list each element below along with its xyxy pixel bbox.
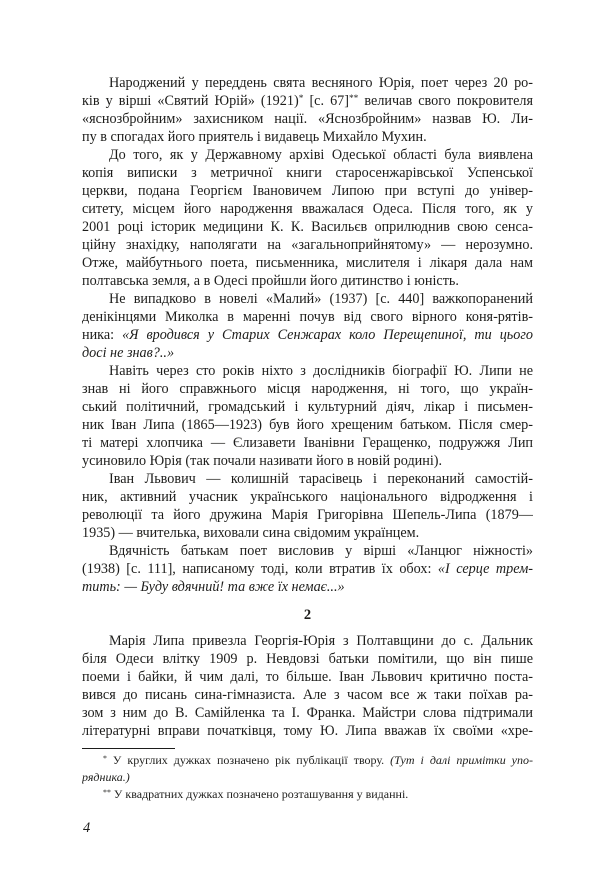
- text-run: Іван Львович — колишній тарасівець і переконаний самостій-: [109, 471, 533, 487]
- text-run: Не випадково в новелі «Малий» (1937) [с. 440] важкопоранений: [109, 291, 533, 307]
- main-text-block: [82, 74, 533, 596]
- text-run: ті матері хлопчика — Єлизавети Іванівни Геращенко, подружжя Лип: [82, 435, 533, 451]
- text-line: [82, 146, 533, 164]
- text-run: Навіть через сто років ніхто з дослідників біографії Ю. Липи не: [109, 363, 533, 379]
- text-line: [82, 722, 533, 740]
- italic-text-run: досі не знав?..»: [82, 345, 175, 361]
- text-run: Народжений у переддень свята весняного Юрія, поет через 20 ро-: [109, 75, 533, 91]
- text-run: знав ні його справжнього місця народження, ні того, що україн-: [82, 381, 533, 397]
- text-line: [82, 308, 533, 326]
- text-run: 2001 році історик медицини К. К. Васильєв оприлюднив свою сенса-: [82, 219, 533, 235]
- text-line: [82, 786, 533, 803]
- text-line: [82, 326, 533, 344]
- text-run: У квадратних дужках позначено розташування у виданні.: [110, 787, 409, 801]
- text-run: (1938) [с. 111], написаному тоді, коли втратив їх обох:: [82, 561, 438, 577]
- text-run: ський політичний, громадський і культурний діяч, лікар і письмен-: [82, 399, 533, 415]
- text-line: [82, 290, 533, 308]
- text-run: зом з ним до В. Самійленка та І. Франка. Майстри слова підтримали: [82, 705, 533, 721]
- footnote-marker: *: [103, 754, 107, 763]
- text-run: біля Одеси влітку 1909 р. Невдовзі батьки помітили, що він пише: [82, 651, 533, 667]
- footnote-rule: [82, 748, 175, 749]
- text-line: [82, 398, 533, 416]
- text-run: ник, активний учасник українського національного відродження і: [82, 489, 533, 505]
- text-line: [82, 110, 533, 128]
- text-run: Марія Липа привезла Георгія-Юрія з Полтавщини до с. Дальник: [109, 633, 533, 649]
- text-run: церкви, подана Георгієм Івановичем Липою при вступі до універ-: [82, 183, 533, 199]
- text-line: [82, 752, 533, 769]
- text-run: полтавська земля, а в Одесі пройшли його дитинство і юність.: [82, 273, 459, 289]
- text-line: [82, 668, 533, 686]
- text-line: [82, 560, 533, 578]
- text-line: [82, 74, 533, 92]
- text-run: вився до писань сина-гімназиста. Але з часом все ж таки поїхав ра-: [82, 687, 533, 703]
- text-run: «яснозбройним» захисником нації. «Яснозбройним» назвав Ю. Ли-: [82, 111, 533, 127]
- footnote-marker: *: [298, 94, 304, 105]
- text-run: усиновило Юрія (так почали називати його в новій родині).: [82, 453, 443, 469]
- text-line: [82, 704, 533, 722]
- text-line: [82, 92, 533, 110]
- italic-text-run: (Тут і далі примітки упо-: [390, 753, 533, 767]
- text-run: літературні вправи початківця, тому Ю. Липа вважав їх своїми «хре-: [82, 723, 533, 739]
- text-line: [82, 362, 533, 380]
- text-run: 1935) — вчителька, виховали сина свідомим українцем.: [82, 525, 420, 541]
- text-run: поеми і байки, й чим далі, то більше. Іван Львович критично поста-: [82, 669, 533, 685]
- text-line: [82, 128, 533, 146]
- text-run: До того, як у Державному архіві Одеської області була виявлена: [109, 147, 533, 163]
- text-run: революції та його дружина Марія Григорівна Шепель-Липа (1879—: [82, 507, 533, 523]
- footnote-marker: **: [349, 94, 359, 105]
- text-run: копія виписки з метричної книги старосенжарівської Успенської: [82, 165, 533, 181]
- text-line: [82, 578, 533, 596]
- text-line: [82, 452, 533, 470]
- text-line: [82, 686, 533, 704]
- text-line: [82, 542, 533, 560]
- text-run: ник Іван Липа (1865—1923) був його хрещеним батьком. Після смер-: [82, 417, 533, 433]
- text-line: [82, 164, 533, 182]
- italic-text-run: рядника.): [82, 770, 130, 784]
- italic-text-run: тить: — Буду вдячний! та вже їх немає...»: [82, 579, 345, 595]
- text-run: ситету, місцем його народження вважалася Одеса. Після того, як у: [82, 201, 533, 217]
- text-line: [82, 434, 533, 452]
- text-run: ційну знахідку, наполягати на «загальноприйнятому» — нерозумно.: [82, 237, 533, 253]
- text-run: У круглих дужках позначено рік публікації твору.: [106, 753, 391, 767]
- text-line: [82, 488, 533, 506]
- text-run: [с. 67]: [303, 93, 349, 109]
- text-line: [82, 416, 533, 434]
- text-run: ків у вірші «Святий Юрій» (1921): [82, 93, 299, 109]
- text-line: [82, 470, 533, 488]
- text-run: денікінцями Миколка в маренні почув від свого вірного коня-рятів-: [82, 309, 533, 325]
- italic-text-run: «І серце трем-: [437, 561, 533, 577]
- text-line: [82, 182, 533, 200]
- text-run: Отже, майбутнього поета, письменника, мислителя і лікаря дала нам: [82, 255, 533, 271]
- footnote-marker: **: [103, 788, 111, 797]
- text-line: [82, 344, 533, 362]
- section-heading: 2: [303, 607, 312, 623]
- text-line: [82, 380, 533, 398]
- text-line: [82, 218, 533, 236]
- text-line: [82, 650, 533, 668]
- page-number: 4: [83, 820, 91, 836]
- text-line: [82, 254, 533, 272]
- text-line: [82, 236, 533, 254]
- text-line: [82, 524, 533, 542]
- text-run: пу в спогадах його приятель і видавець Михайло Мухин.: [82, 129, 427, 145]
- text-run: величав свого покровителя: [358, 93, 533, 109]
- text-line: [82, 769, 533, 786]
- italic-text-run: «Я вродився у Старих Сенжарах коло Перещепиної, ти цього: [122, 327, 533, 343]
- text-run: Вдячність батькам поет висловив у вірші «Ланцюг ніжності»: [109, 543, 533, 559]
- text-line: [82, 632, 533, 650]
- continuation-text-block: [82, 632, 533, 740]
- text-line: [82, 200, 533, 218]
- text-line: [82, 272, 533, 290]
- text-line: [82, 506, 533, 524]
- footnotes-block: [82, 752, 533, 803]
- text-run: ника:: [82, 327, 123, 343]
